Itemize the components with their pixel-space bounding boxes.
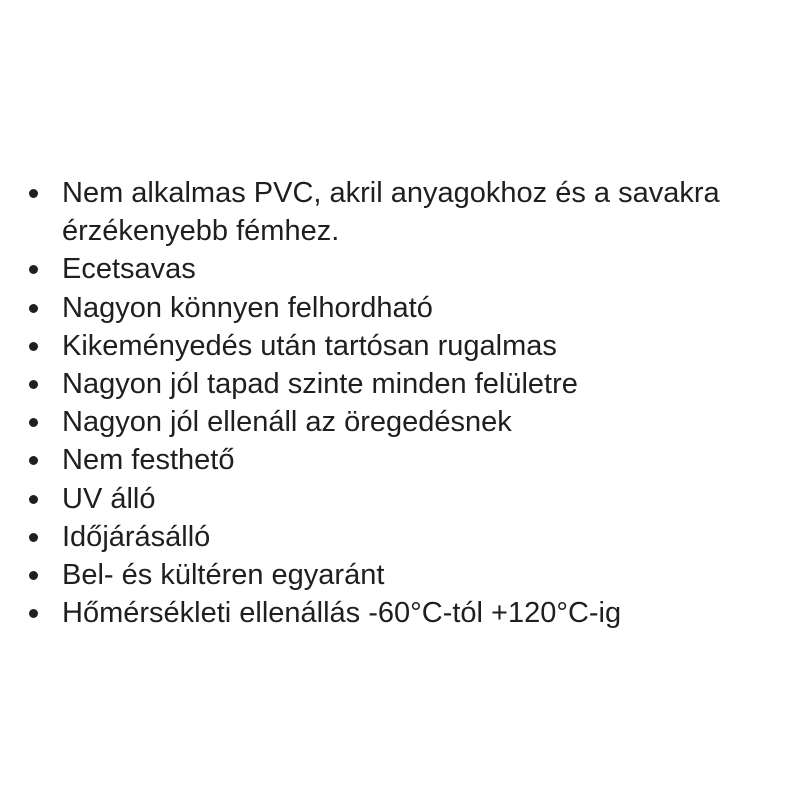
list-item: Nem festhető xyxy=(62,441,792,479)
list-item: Nagyon jól ellenáll az öregedésnek xyxy=(62,403,792,441)
list-item: Hőmérsékleti ellenállás -60°C-tól +120°C-ig xyxy=(62,594,792,632)
list-item: Nem alkalmas PVC, akril anyagokhoz és a savakra érzékenyebb fémhez. xyxy=(62,174,792,250)
list-item: Kikeményedés után tartósan rugalmas xyxy=(62,327,792,365)
feature-list xyxy=(62,174,792,632)
list-item: Nagyon könnyen felhordható xyxy=(62,289,792,327)
list-item: Bel- és kültéren egyaránt xyxy=(62,556,792,594)
list-item: Időjárásálló xyxy=(62,518,792,556)
list-item: UV álló xyxy=(62,480,792,518)
list-item: Nagyon jól tapad szinte minden felületre xyxy=(62,365,792,403)
list-item: Ecetsavas xyxy=(62,250,792,288)
